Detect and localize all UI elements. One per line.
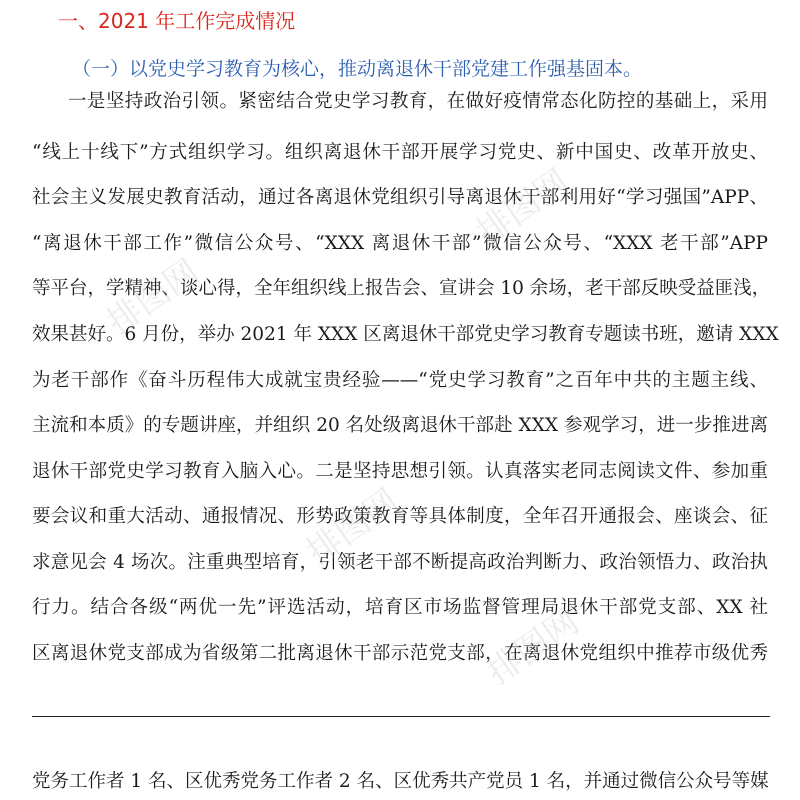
subsection-heading: （一）以党史学习教育为核心，推动离退休干部党建工作强基固本。 <box>72 58 643 80</box>
watermark: 排图网 <box>99 251 207 344</box>
paragraph-line: “线上十线下”方式组织学习。组织离退休干部开展学习党史、新中国史、改革开放史、 <box>32 142 768 163</box>
watermark: 排图网 <box>479 601 587 694</box>
paragraph-line: “离退休干部工作”微信公众号、“XXX 离退休干部”微信公众号、“XXX 老干部”APP <box>32 233 768 254</box>
paragraph-line: 求意见会 4 场次。注重典型培育，引领老干部不断提高政治判断力、政治领悟力、政治执 <box>32 552 768 573</box>
paragraph-line: 一是坚持政治引领。紧密结合党史学习教育，在做好疫情常态化防控的基础上，采用 <box>68 91 768 112</box>
page-break-divider <box>32 716 770 717</box>
paragraph-line: 行力。结合各级“两优一先”评选活动，培育区市场监督管理局退休干部党支部、XX 社 <box>32 597 768 618</box>
watermark: 排图网 <box>299 481 407 574</box>
paragraph-line: 效果甚好。6 月份，举办 2021 年 XXX 区离退休干部党史学习教育专题读书班，邀请 XXX <box>32 324 779 345</box>
paragraph-line: 为老干部作《奋斗历程伟大成就宝贵经验——“党史学习教育”之百年中共的主题主线、 <box>32 370 768 391</box>
watermark: 排图网 <box>469 161 577 254</box>
paragraph-line: 区离退休党支部成为省级第二批离退休干部示范党支部，在离退休党组织中推荐市级优秀 <box>32 643 768 664</box>
paragraph-line: 要会议和重大活动、通报情况、形势政策教育等具体制度，全年召开通报会、座谈会、征 <box>32 506 768 527</box>
paragraph-line: 等平台，学精神、谈心得，全年组织线上报告会、宣讲会 10 余场，老干部反映受益匪浅， <box>32 278 771 299</box>
next-page-line: 党务工作者 1 名、区优秀党务工作者 2 名、区优秀共产党员 1 名，并通过微信公众号等媒 <box>32 771 769 792</box>
paragraph-line: 主流和本质》的专题讲座，并组织 20 名处级离退休干部赴 XXX 参观学习，进一步推进离 <box>32 415 768 436</box>
section-heading: 一、2021 年工作完成情况 <box>58 9 296 33</box>
paragraph-line: 社会主义发展史教育活动，通过各离退休党组织引导离退休干部利用好“学习强国”APP、 <box>32 187 768 208</box>
paragraph-line: 退休干部党史学习教育入脑入心。二是坚持思想引领。认真落实老同志阅读文件、参加重 <box>32 461 768 482</box>
